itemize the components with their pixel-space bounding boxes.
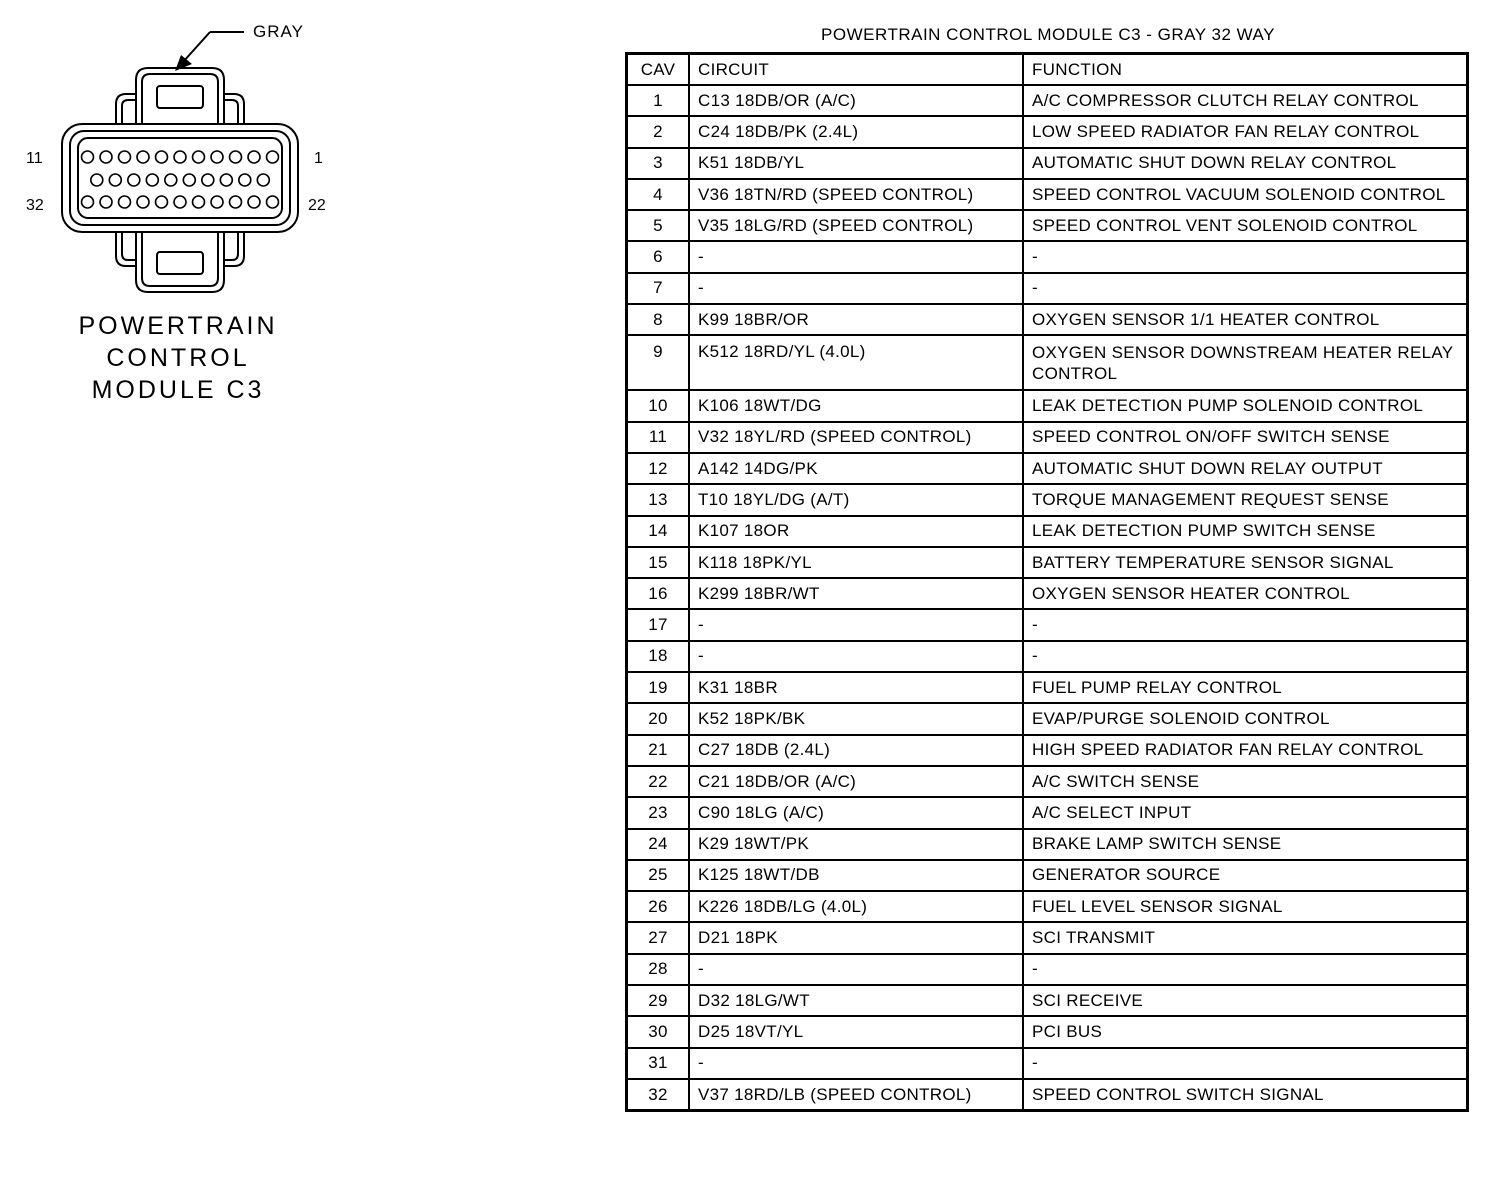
pin-hole xyxy=(137,196,149,208)
table-row xyxy=(627,241,1468,272)
table-row xyxy=(627,922,1468,953)
circuit-cell: K125 18WT/DB xyxy=(689,860,1023,891)
cav-cell: 21 xyxy=(627,735,690,766)
pin-hole xyxy=(156,196,168,208)
table-row xyxy=(627,985,1468,1016)
function-cell: A/C COMPRESSOR CLUTCH RELAY CONTROL xyxy=(1023,85,1468,116)
circuit-cell: D21 18PK xyxy=(689,922,1023,953)
pin-hole xyxy=(165,174,177,186)
circuit-cell: K118 18PK/YL xyxy=(689,547,1023,578)
header-cav: CAV xyxy=(627,54,690,86)
cav-cell: 25 xyxy=(627,860,690,891)
circuit-cell: C21 18DB/OR (A/C) xyxy=(689,766,1023,797)
table-row xyxy=(627,148,1468,179)
circuit-cell: V36 18TN/RD (SPEED CONTROL) xyxy=(689,179,1023,210)
pin-hole xyxy=(100,196,112,208)
pin-hole xyxy=(91,174,103,186)
cav-cell: 30 xyxy=(627,1016,690,1047)
cav-cell: 1 xyxy=(627,85,690,116)
function-cell: OXYGEN SENSOR 1/1 HEATER CONTROL xyxy=(1023,304,1468,335)
circuit-cell: - xyxy=(689,241,1023,272)
cav-cell: 24 xyxy=(627,829,690,860)
circuit-cell: K99 18BR/OR xyxy=(689,304,1023,335)
pin-hole xyxy=(220,174,232,186)
table-row xyxy=(627,1048,1468,1079)
table-row xyxy=(627,797,1468,828)
function-cell: GENERATOR SOURCE xyxy=(1023,860,1468,891)
circuit-cell: - xyxy=(689,641,1023,672)
pin-hole xyxy=(174,151,186,163)
function-cell: SCI RECEIVE xyxy=(1023,985,1468,1016)
pin-hole xyxy=(82,151,94,163)
function-cell: - xyxy=(1023,1048,1468,1079)
cav-cell: 27 xyxy=(627,922,690,953)
cav-cell: 31 xyxy=(627,1048,690,1079)
table-row xyxy=(627,766,1468,797)
function-cell: SPEED CONTROL VACUUM SOLENOID CONTROL xyxy=(1023,179,1468,210)
function-cell: OXYGEN SENSOR HEATER CONTROL xyxy=(1023,578,1468,609)
pin-hole xyxy=(119,151,131,163)
function-cell: LEAK DETECTION PUMP SOLENOID CONTROL xyxy=(1023,390,1468,421)
table-row xyxy=(627,304,1468,335)
cav-cell: 8 xyxy=(627,304,690,335)
cav-cell: 29 xyxy=(627,985,690,1016)
cav-cell: 26 xyxy=(627,891,690,922)
cav-cell: 6 xyxy=(627,241,690,272)
cav-cell: 12 xyxy=(627,453,690,484)
cav-cell: 28 xyxy=(627,954,690,985)
circuit-cell: T10 18YL/DG (A/T) xyxy=(689,484,1023,515)
cav-cell: 10 xyxy=(627,390,690,421)
cav-cell: 20 xyxy=(627,703,690,734)
pin-hole xyxy=(100,151,112,163)
table-row xyxy=(627,116,1468,147)
circuit-cell: K512 18RD/YL (4.0L) xyxy=(689,335,1023,390)
table-row xyxy=(627,735,1468,766)
table-row xyxy=(627,484,1468,515)
caption-line: CONTROL xyxy=(106,344,250,372)
cav-cell: 22 xyxy=(627,766,690,797)
circuit-cell: - xyxy=(689,1048,1023,1079)
cav-cell: 7 xyxy=(627,273,690,304)
cav-cell: 5 xyxy=(627,210,690,241)
function-cell: HIGH SPEED RADIATOR FAN RELAY CONTROL xyxy=(1023,735,1468,766)
circuit-cell: K106 18WT/DG xyxy=(689,390,1023,421)
circuit-cell: K31 18BR xyxy=(689,672,1023,703)
function-cell: A/C SWITCH SENSE xyxy=(1023,766,1468,797)
cav-cell: 14 xyxy=(627,516,690,547)
table-row xyxy=(627,516,1468,547)
table-body xyxy=(627,85,1468,1111)
cav-cell: 32 xyxy=(627,1079,690,1111)
function-cell: LOW SPEED RADIATOR FAN RELAY CONTROL xyxy=(1023,116,1468,147)
top-latch xyxy=(116,68,244,128)
function-cell: - xyxy=(1023,273,1468,304)
pin-hole xyxy=(257,174,269,186)
pin-hole xyxy=(174,196,186,208)
cav-cell: 17 xyxy=(627,609,690,640)
table-row xyxy=(627,1016,1468,1047)
pin-hole xyxy=(109,174,121,186)
circuit-cell: K226 18DB/LG (4.0L) xyxy=(689,891,1023,922)
function-cell: SPEED CONTROL VENT SOLENOID CONTROL xyxy=(1023,210,1468,241)
pin-hole xyxy=(211,151,223,163)
table-row xyxy=(627,547,1468,578)
function-cell: AUTOMATIC SHUT DOWN RELAY CONTROL xyxy=(1023,148,1468,179)
cav-cell: 13 xyxy=(627,484,690,515)
circuit-cell: V37 18RD/LB (SPEED CONTROL) xyxy=(689,1079,1023,1111)
table-row xyxy=(627,672,1468,703)
circuit-cell: C13 18DB/OR (A/C) xyxy=(689,85,1023,116)
table-row xyxy=(627,703,1468,734)
pin-hole xyxy=(211,196,223,208)
connector-diagram xyxy=(0,0,620,420)
caption-line: MODULE C3 xyxy=(91,376,265,404)
pin-table xyxy=(625,52,1469,1112)
function-cell: - xyxy=(1023,954,1468,985)
table-row xyxy=(627,609,1468,640)
pin-label-32: 32 xyxy=(26,197,44,214)
cav-cell: 2 xyxy=(627,116,690,147)
pin-hole xyxy=(248,151,260,163)
table-row xyxy=(627,1079,1468,1111)
function-cell: SCI TRANSMIT xyxy=(1023,922,1468,953)
circuit-cell: - xyxy=(689,954,1023,985)
circuit-cell: K29 18WT/PK xyxy=(689,829,1023,860)
header-function: FUNCTION xyxy=(1023,54,1468,86)
circuit-cell: K299 18BR/WT xyxy=(689,578,1023,609)
circuit-cell: D25 18VT/YL xyxy=(689,1016,1023,1047)
function-cell: A/C SELECT INPUT xyxy=(1023,797,1468,828)
pin-hole xyxy=(156,151,168,163)
table-row xyxy=(627,179,1468,210)
table-row xyxy=(627,641,1468,672)
table-row xyxy=(627,273,1468,304)
pin-hole xyxy=(230,151,242,163)
circuit-cell: A142 14DG/PK xyxy=(689,453,1023,484)
circuit-cell: C90 18LG (A/C) xyxy=(689,797,1023,828)
pin-hole xyxy=(267,151,279,163)
function-cell: AUTOMATIC SHUT DOWN RELAY OUTPUT xyxy=(1023,453,1468,484)
pin-label-11: 11 xyxy=(26,150,43,167)
table-row xyxy=(627,954,1468,985)
cav-cell: 9 xyxy=(627,335,690,390)
pin-hole xyxy=(193,151,205,163)
pin-hole xyxy=(202,174,214,186)
function-cell: OXYGEN SENSOR DOWNSTREAM HEATER RELAY CONTROL xyxy=(1023,335,1468,390)
table-row xyxy=(627,578,1468,609)
function-cell: EVAP/PURGE SOLENOID CONTROL xyxy=(1023,703,1468,734)
table-row xyxy=(627,829,1468,860)
pin-hole xyxy=(193,196,205,208)
circuit-cell: V32 18YL/RD (SPEED CONTROL) xyxy=(689,422,1023,453)
gray-pointer-arrow xyxy=(183,32,244,62)
function-cell: - xyxy=(1023,241,1468,272)
cav-cell: 15 xyxy=(627,547,690,578)
table-row xyxy=(627,85,1468,116)
table-row xyxy=(627,860,1468,891)
pin-hole xyxy=(82,196,94,208)
circuit-cell: - xyxy=(689,609,1023,640)
table-title: POWERTRAIN CONTROL MODULE C3 - GRAY 32 WAY xyxy=(821,25,1275,44)
circuit-cell: C27 18DB (2.4L) xyxy=(689,735,1023,766)
function-cell: - xyxy=(1023,641,1468,672)
circuit-cell: K107 18OR xyxy=(689,516,1023,547)
function-cell: - xyxy=(1023,609,1468,640)
function-cell: PCI BUS xyxy=(1023,1016,1468,1047)
pin-hole xyxy=(146,174,158,186)
pin-hole xyxy=(239,174,251,186)
caption-line: POWERTRAIN xyxy=(78,312,278,340)
table-header-row xyxy=(627,54,1468,86)
pin-hole xyxy=(183,174,195,186)
function-cell: SPEED CONTROL SWITCH SIGNAL xyxy=(1023,1079,1468,1111)
cav-cell: 18 xyxy=(627,641,690,672)
cav-cell: 11 xyxy=(627,422,690,453)
circuit-cell: C24 18DB/PK (2.4L) xyxy=(689,116,1023,147)
header-circuit: CIRCUIT xyxy=(689,54,1023,86)
pin-hole xyxy=(128,174,140,186)
connector-caption xyxy=(38,310,318,406)
cav-cell: 3 xyxy=(627,148,690,179)
cav-cell: 4 xyxy=(627,179,690,210)
function-cell: BATTERY TEMPERATURE SENSOR SIGNAL xyxy=(1023,547,1468,578)
cav-cell: 23 xyxy=(627,797,690,828)
bottom-latch xyxy=(116,232,244,292)
circuit-cell: K52 18PK/BK xyxy=(689,703,1023,734)
table-row xyxy=(627,422,1468,453)
pin-hole xyxy=(267,196,279,208)
cav-cell: 16 xyxy=(627,578,690,609)
pin-hole xyxy=(119,196,131,208)
circuit-cell: - xyxy=(689,273,1023,304)
pin-hole xyxy=(230,196,242,208)
table-row xyxy=(627,453,1468,484)
table-row xyxy=(627,390,1468,421)
pin-label-1: 1 xyxy=(314,150,323,167)
circuit-cell: V35 18LG/RD (SPEED CONTROL) xyxy=(689,210,1023,241)
table-row xyxy=(627,210,1468,241)
function-cell: LEAK DETECTION PUMP SWITCH SENSE xyxy=(1023,516,1468,547)
table-row xyxy=(627,891,1468,922)
function-cell: BRAKE LAMP SWITCH SENSE xyxy=(1023,829,1468,860)
pin-hole xyxy=(137,151,149,163)
connector-color-label: GRAY xyxy=(253,22,304,41)
function-cell: FUEL PUMP RELAY CONTROL xyxy=(1023,672,1468,703)
function-cell: SPEED CONTROL ON/OFF SWITCH SENSE xyxy=(1023,422,1468,453)
circuit-cell: D32 18LG/WT xyxy=(689,985,1023,1016)
function-cell: TORQUE MANAGEMENT REQUEST SENSE xyxy=(1023,484,1468,515)
circuit-cell: K51 18DB/YL xyxy=(689,148,1023,179)
pin-hole xyxy=(248,196,260,208)
function-cell: FUEL LEVEL SENSOR SIGNAL xyxy=(1023,891,1468,922)
pin-label-22: 22 xyxy=(308,197,326,214)
cav-cell: 19 xyxy=(627,672,690,703)
table-row xyxy=(627,335,1468,390)
